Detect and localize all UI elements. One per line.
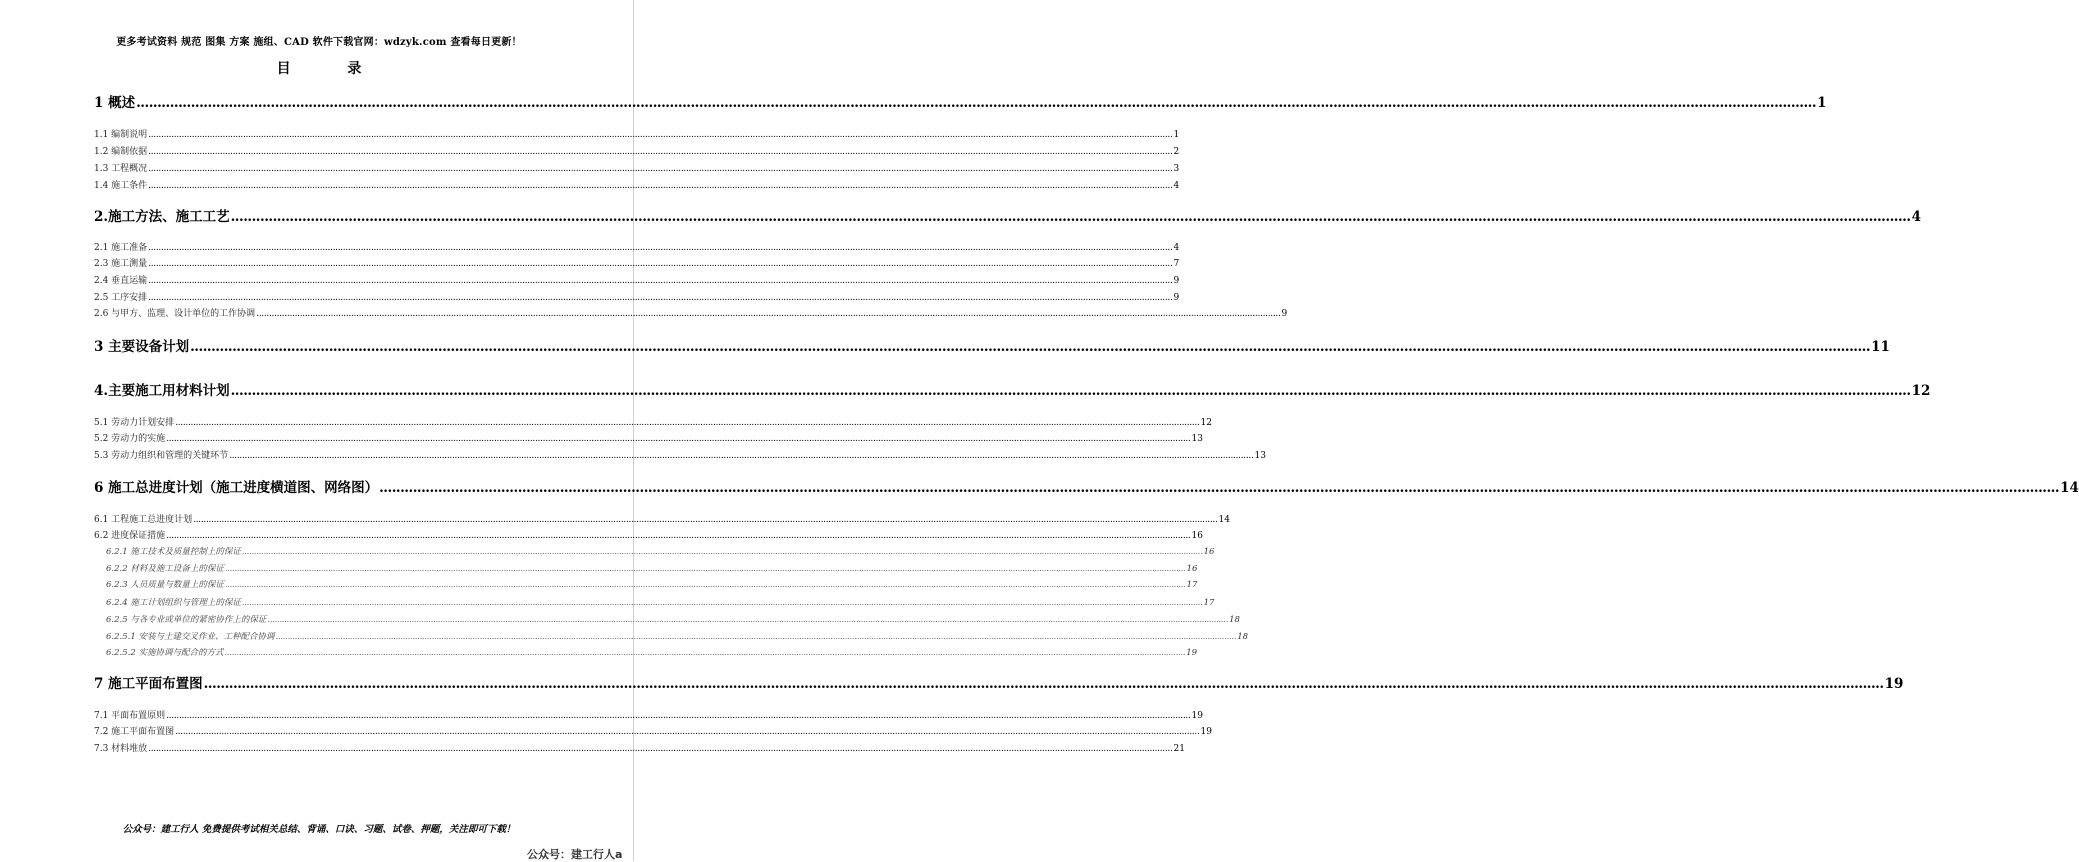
toc-entry[interactable] — [94, 744, 1185, 754]
toc-entry[interactable] — [106, 631, 1249, 642]
toc-entry[interactable] — [94, 675, 1904, 692]
toc-leader-dots: ................................................................................................................................................................................................................................................................................................................................................................................................................ — [166, 531, 1191, 541]
toc-leader-dots: ................................................................................................................................................................................................................................................................................................................................................................................................................ — [224, 579, 1186, 590]
toc-entry[interactable] — [94, 418, 1212, 428]
toc-leader-dots: ................................................................................................................................................................................................................................................................................................................................................................................................................ — [148, 181, 1173, 191]
toc-leader-dots: ................................................................................................................................................................................................................................................................................................................................................................................................................ — [241, 546, 1203, 557]
toc-entry-title: 1.2 编制依据 — [94, 147, 148, 157]
toc-entry-title: 6.1 工程施工总进度计划 — [94, 515, 193, 525]
toc-entry-title: 7.2 施工平面布置图 — [94, 727, 175, 737]
toc-entry[interactable] — [94, 434, 1203, 444]
toc-entry-page: 12 — [1911, 382, 1931, 399]
toc-entry[interactable] — [94, 293, 1180, 303]
toc-entry-title: 5.3 劳动力组织和管理的关键环节 — [94, 451, 229, 461]
toc-entry-page: 16 — [1191, 531, 1203, 541]
toc-entry-page: 9 — [1173, 293, 1180, 303]
toc-entry[interactable] — [94, 259, 1180, 269]
toc-entry-title: 6.2.1 施工技术及质量控制上的保证 — [106, 546, 241, 557]
page-title: 目 录 — [276, 61, 388, 77]
toc-leader-dots: ................................................................................................................................................................................................................................................................................................................................................................................................................ — [275, 631, 1237, 642]
toc-leader-dots: ................................................................................................................................................................................................................................................................................................................................................................................................................ — [136, 94, 1817, 111]
toc-entry-page: 16 — [1203, 546, 1215, 557]
toc-entry-page: 19 — [1191, 711, 1203, 721]
toc-leader-dots: ................................................................................................................................................................................................................................................................................................................................................................................................................ — [148, 744, 1173, 754]
toc-entry-title: 3 主要设备计划 — [94, 338, 190, 355]
toc-entry-title: 6.2.5 与各专业或单位的紧密协作上的保证 — [106, 614, 267, 625]
toc-entry-page: 13 — [1191, 434, 1203, 444]
toc-entry-title: 1.1 编制说明 — [94, 130, 148, 140]
toc-entry[interactable] — [106, 597, 1215, 608]
toc-entry-title: 1 概述 — [94, 94, 136, 111]
toc-entry-title: 5.2 劳动力的实施 — [94, 434, 166, 444]
toc-entry-title: 4.主要施工用材料计划 — [94, 382, 230, 399]
toc-leader-dots: ................................................................................................................................................................................................................................................................................................................................................................................................................ — [379, 479, 2060, 496]
toc-entry[interactable] — [94, 382, 1931, 399]
toc-entry-page: 7 — [1173, 259, 1180, 269]
toc-entry-page: 3 — [1173, 164, 1180, 174]
toc-leader-dots: ................................................................................................................................................................................................................................................................................................................................................................................................................ — [148, 147, 1173, 157]
toc-entry[interactable] — [94, 130, 1180, 140]
toc-entry[interactable] — [94, 208, 1921, 225]
toc-entry[interactable] — [106, 563, 1198, 574]
toc-leader-dots: ................................................................................................................................................................................................................................................................................................................................................................................................................ — [256, 309, 1281, 319]
toc-entry[interactable] — [106, 546, 1215, 557]
toc-entry-page: 12 — [1200, 418, 1212, 428]
toc-entry[interactable] — [94, 94, 1827, 111]
toc-entry[interactable] — [106, 579, 1198, 590]
toc-entry-title: 2.1 施工准备 — [94, 243, 148, 253]
toc-entry-title: 6.2.5.2 实施协调与配合的方式 — [106, 647, 224, 658]
toc-entry-page: 18 — [1237, 631, 1249, 642]
toc-entry[interactable] — [94, 727, 1212, 737]
toc-entry-page: 18 — [1229, 614, 1240, 625]
toc-entry[interactable] — [106, 614, 1240, 625]
toc-entry-title: 6.2 进度保证措施 — [94, 531, 166, 541]
toc-leader-dots: ................................................................................................................................................................................................................................................................................................................................................................................................................ — [175, 727, 1200, 737]
toc-entry-title: 5.1 劳动力计划安排 — [94, 418, 175, 428]
toc-entry-page: 1 — [1817, 94, 1827, 111]
toc-leader-dots: ................................................................................................................................................................................................................................................................................................................................................................................................................ — [148, 164, 1173, 174]
toc-entry[interactable] — [94, 451, 1266, 461]
toc-leader-dots: ................................................................................................................................................................................................................................................................................................................................................................................................................ — [175, 418, 1200, 428]
toc-leader-dots: ................................................................................................................................................................................................................................................................................................................................................................................................................ — [203, 675, 1884, 692]
toc-leader-dots: ................................................................................................................................................................................................................................................................................................................................................................................................................ — [190, 338, 1871, 355]
toc-leader-dots: ................................................................................................................................................................................................................................................................................................................................................................................................................ — [267, 614, 1229, 625]
toc-entry-title: 1.4 施工条件 — [94, 181, 148, 191]
toc-leader-dots: ................................................................................................................................................................................................................................................................................................................................................................................................................ — [224, 563, 1186, 574]
toc-leader-dots: ................................................................................................................................................................................................................................................................................................................................................................................................................ — [230, 382, 1911, 399]
toc-leader-dots: ................................................................................................................................................................................................................................................................................................................................................................................................................ — [148, 276, 1173, 286]
toc-entry-page: 4 — [1911, 208, 1921, 225]
toc-entry[interactable] — [94, 531, 1203, 541]
toc-leader-dots: ................................................................................................................................................................................................................................................................................................................................................................................................................ — [166, 434, 1191, 444]
toc-entry-page: 14 — [2060, 479, 2079, 496]
toc-entry-title: 2.3 施工测量 — [94, 259, 148, 269]
toc-entry-page: 17 — [1203, 597, 1215, 608]
toc-entry-title: 2.4 垂直运输 — [94, 276, 148, 286]
toc-entry-title: 7 施工平面布置图 — [94, 675, 203, 692]
toc-entry[interactable] — [94, 181, 1180, 191]
toc-entry-page: 2 — [1173, 147, 1180, 157]
toc-leader-dots: ................................................................................................................................................................................................................................................................................................................................................................................................................ — [193, 515, 1218, 525]
toc-entry-title: 7.3 材料堆放 — [94, 744, 148, 754]
toc-entry-title: 2.5 工序安排 — [94, 293, 148, 303]
toc-entry[interactable] — [106, 647, 1198, 658]
toc-entry-title: 6.2.3 人员质量与数量上的保证 — [106, 579, 224, 590]
toc-entry-page: 21 — [1173, 744, 1185, 754]
toc-entry-title: 1.3 工程概况 — [94, 164, 148, 174]
toc-entry[interactable] — [94, 338, 1890, 355]
toc-leader-dots: ................................................................................................................................................................................................................................................................................................................................................................................................................ — [224, 647, 1186, 658]
toc-leader-dots: ................................................................................................................................................................................................................................................................................................................................................................................................................ — [148, 130, 1173, 140]
toc-entry-title: 2.施工方法、施工工艺 — [94, 208, 230, 225]
toc-entry-title: 2.6 与甲方、监理、设计单位的工作协调 — [94, 309, 256, 319]
watermark: 公众号：建工行人a — [527, 848, 623, 861]
toc-entry[interactable] — [94, 309, 1288, 319]
toc-entry-page: 9 — [1281, 309, 1288, 319]
toc-entry-page: 17 — [1186, 579, 1198, 590]
toc-entry[interactable] — [94, 711, 1203, 721]
toc-entry[interactable] — [94, 479, 2079, 496]
toc-entry-page: 13 — [1254, 451, 1266, 461]
toc-entry-page: 16 — [1186, 563, 1198, 574]
toc-leader-dots: ................................................................................................................................................................................................................................................................................................................................................................................................................ — [166, 711, 1191, 721]
toc-entry[interactable] — [94, 515, 1230, 525]
toc-entry[interactable] — [94, 276, 1180, 286]
toc-leader-dots: ................................................................................................................................................................................................................................................................................................................................................................................................................ — [230, 208, 1911, 225]
toc-entry-page: 14 — [1218, 515, 1230, 525]
toc-entry-page: 9 — [1173, 276, 1180, 286]
toc-entry-page: 19 — [1200, 727, 1212, 737]
toc-leader-dots: ................................................................................................................................................................................................................................................................................................................................................................................................................ — [148, 259, 1173, 269]
toc-entry[interactable] — [94, 147, 1180, 157]
toc-leader-dots: ................................................................................................................................................................................................................................................................................................................................................................................................................ — [229, 451, 1254, 461]
toc-entry-title: 6.2.5.1 安装与土建交叉作业、工种配合协调 — [106, 631, 275, 642]
toc-entry-page: 11 — [1871, 338, 1890, 355]
toc-entry-page: 1 — [1173, 130, 1180, 140]
toc-leader-dots: ................................................................................................................................................................................................................................................................................................................................................................................................................ — [241, 597, 1203, 608]
footer-promo: 公众号：建工行人 免费提供考试相关总结、背诵、口诀、习题、试卷、押题，关注即可下载！ — [122, 824, 516, 835]
toc-entry-title: 6.2.2 材料及施工设备上的保证 — [106, 563, 224, 574]
toc-entry[interactable] — [94, 164, 1180, 174]
toc-entry-page: 4 — [1173, 243, 1180, 253]
toc-entry-title: 7.1 平面布置原则 — [94, 711, 166, 721]
toc-entry[interactable] — [94, 243, 1180, 253]
toc-leader-dots: ................................................................................................................................................................................................................................................................................................................................................................................................................ — [148, 293, 1173, 303]
toc-entry-title: 6 施工总进度计划（施工进度横道图、网络图） — [94, 479, 379, 496]
toc-entry-page: 19 — [1186, 647, 1198, 658]
toc-entry-page: 19 — [1884, 675, 1904, 692]
top-banner: 更多考试资料 规范 图集 方案 施组、CAD 软件下载官网：wdzyk.com 查看每日更新！ — [116, 37, 522, 48]
toc-entry-title: 6.2.4 施工计划组织与管理上的保证 — [106, 597, 241, 608]
toc-leader-dots: ................................................................................................................................................................................................................................................................................................................................................................................................................ — [148, 243, 1173, 253]
toc-entry-page: 4 — [1173, 181, 1180, 191]
